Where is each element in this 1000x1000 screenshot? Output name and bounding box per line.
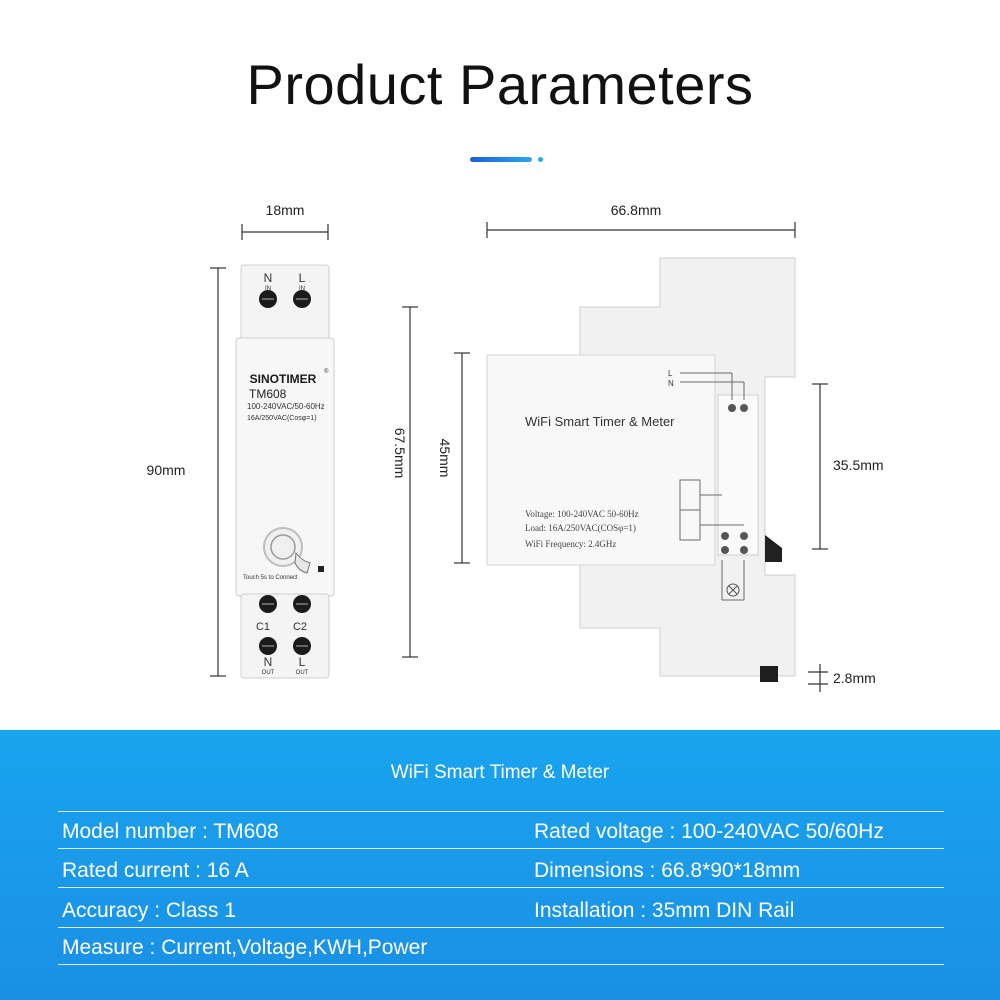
side-width-dimension: [487, 222, 795, 238]
spec-row-3: [58, 891, 944, 928]
front-model: TM608: [249, 387, 287, 401]
spec-row-2: [58, 851, 944, 888]
spec-row-1: [58, 811, 944, 849]
side-wire-n: N: [668, 379, 674, 388]
spec-installation: Installation : 35mm DIN Rail: [534, 899, 795, 922]
side-product-name: WiFi Smart Timer & Meter: [525, 414, 675, 429]
spec-model-number: Model number : TM608: [62, 820, 279, 843]
page-title: Product Parameters: [246, 53, 754, 116]
spec-dimensions: Dimensions : 66.8*90*18mm: [534, 859, 801, 882]
front-spec-line-1: 100-240VAC/50-60Hz: [247, 402, 325, 411]
side-outer-height-label: 67.5mm: [392, 427, 408, 479]
side-inner-height-dimension: [454, 353, 470, 563]
rail-label: 2.8mm: [833, 670, 876, 686]
front-terminal-top-left: N: [263, 271, 273, 285]
side-right-height-dimension: [812, 384, 828, 549]
side-width-label: 66.8mm: [610, 202, 662, 218]
spec-measure: Measure : Current,Voltage,KWH,Power: [62, 936, 428, 959]
front-terminal-top-right: L: [298, 271, 306, 285]
front-registered-mark: ®: [324, 369, 329, 375]
spec-heading: WiFi Smart Timer & Meter: [390, 762, 610, 783]
front-height-label: 90mm: [146, 462, 186, 478]
side-inner-height-label: 45mm: [437, 438, 453, 478]
front-terminal-bottom-left: N: [263, 655, 273, 669]
rail-dimension: [808, 664, 828, 692]
front-brand: SINOTIMER: [249, 372, 317, 386]
side-view-device: [487, 258, 795, 682]
side-outer-height-dimension: [402, 307, 418, 657]
front-c2-label: C2: [292, 621, 308, 633]
front-touch-hint: Touch 5s to Connect: [243, 575, 298, 581]
front-terminal-top-left-sub: IN: [265, 286, 271, 292]
front-terminal-bottom-left-sub: OUT: [261, 670, 275, 676]
front-spec-line-2: 16A/250VAC(Cosφ=1): [247, 415, 317, 422]
side-load-line: Load: 16A/250VAC(COSφ=1): [525, 523, 636, 533]
spec-accuracy: Accuracy : Class 1: [62, 899, 236, 922]
side-voltage-line: Voltage: 100-240VAC 50-60Hz: [525, 509, 639, 519]
front-terminal-bottom-right-sub: OUT: [295, 670, 309, 676]
front-width-dimension: [242, 224, 328, 240]
spec-rated-voltage: Rated voltage : 100-240VAC 50/60Hz: [534, 820, 884, 843]
side-wifi-line: WiFi Frequency: 2.4GHz: [525, 539, 617, 549]
front-view-device: [236, 265, 334, 678]
front-terminal-top-right-sub: IN: [299, 286, 305, 292]
spec-row-4: [58, 928, 944, 965]
front-width-label: 18mm: [265, 202, 305, 218]
spec-rated-current: Rated current : 16 A: [62, 859, 249, 882]
side-right-height-label: 35.5mm: [833, 457, 884, 473]
front-c1-label: C1: [255, 621, 271, 633]
front-height-dimension: [210, 268, 226, 676]
side-wire-l: L: [668, 369, 673, 378]
front-terminal-bottom-right: L: [298, 655, 306, 669]
